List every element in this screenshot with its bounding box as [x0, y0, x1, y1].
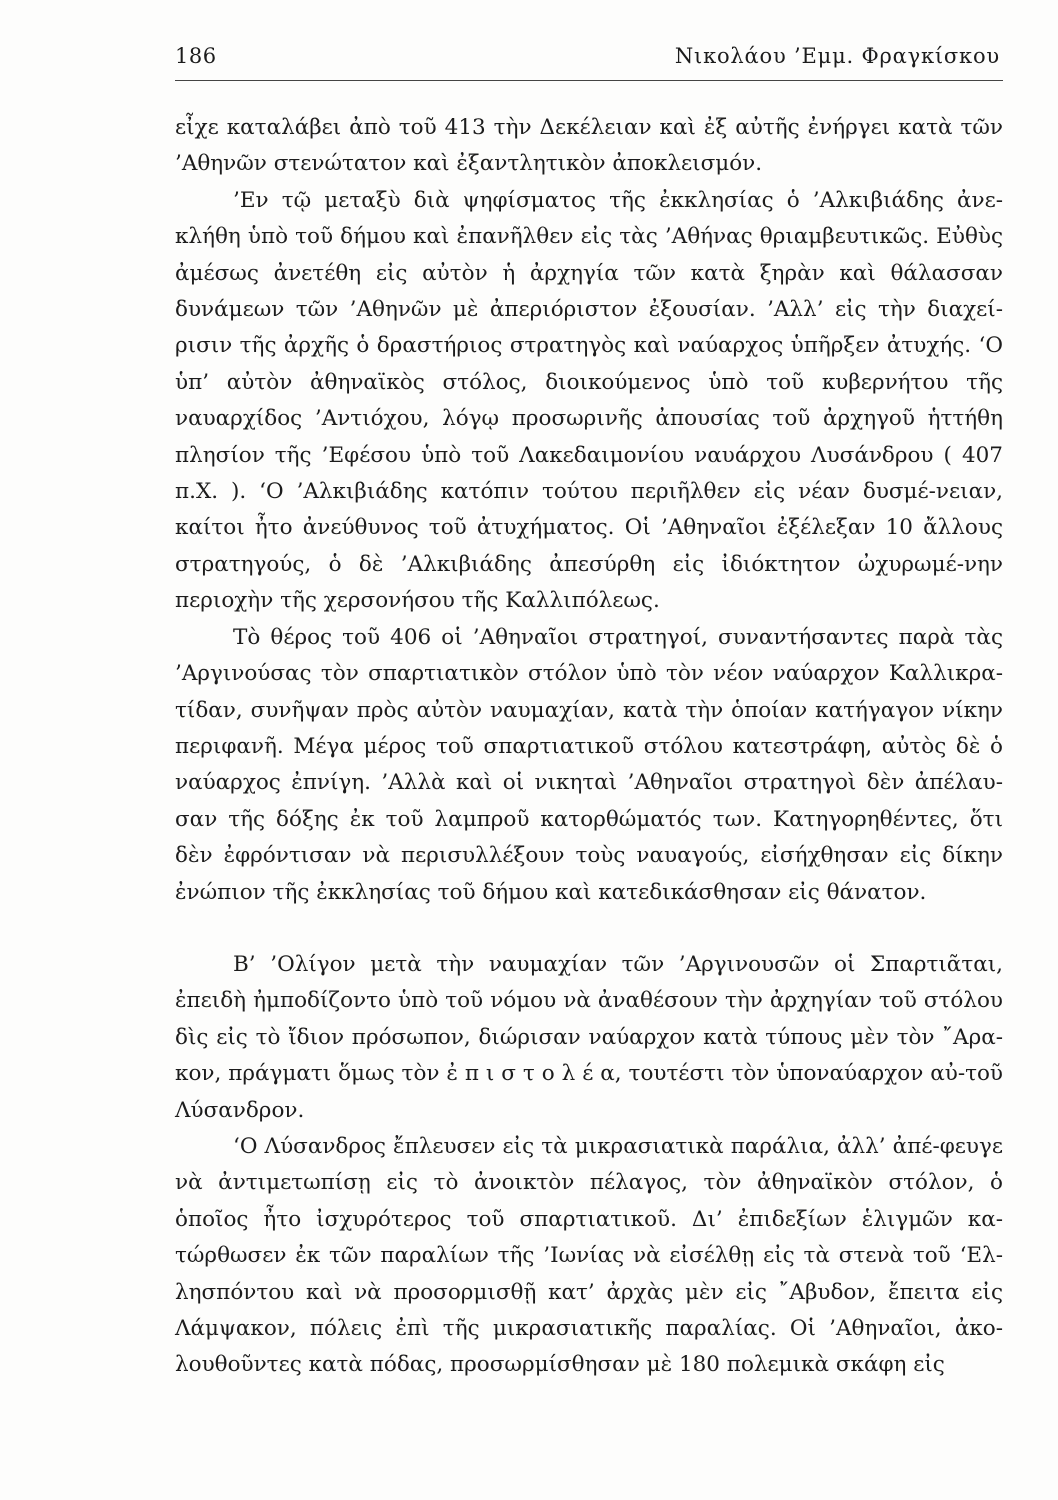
paragraph-1: εἶχε καταλάβει ἀπὸ τοῦ 413 τὴν Δεκέλειαν καὶ ἐξ αὐτῆς ἐνήργει κατὰ τῶν ’Αθηνῶν στενώτατον καὶ ἐξαντλητικὸν ἀποκλεισμόν. — [175, 115, 1003, 177]
page-header — [175, 44, 1000, 78]
paragraph-5: ‘Ο Λύσανδρος ἔπλευσεν εἰς τὰ μικρασιατικὰ παράλια, ἀλλ’ ἀπέ-φευγε νὰ ἀντιμετωπίσῃ εἰς τὸ ἀνοικτὸν πέλαγος, τὸν ἀθηναϊκὸν στόλον, ὁ ὁποῖος ἦτο ἰσχυρότερος τοῦ σπαρτιατικοῦ. Δι’ ἐπιδεξίων ἑλιγμῶν κα-τώρθωσεν ἐκ τῶν παραλίων τῆς ’Ιωνίας νὰ εἰσέλθῃ εἰς τὰ στενὰ τοῦ ‘Ελ-λησπόντου καὶ νὰ προσορμισθῇ κατ’ ἀρχὰς μὲν εἰς ῎Αβυδον, ἔπειτα εἰς Λάμψακον, πόλεις ἐπὶ τῆς μικρασιατικῆς παραλίας. Οἱ ’Αθηναῖοι, ἀκο-λουθοῦντες κατὰ πόδας, προσωρμίσθησαν μὲ 180 πολεμικὰ σκάφη εἰς — [175, 1133, 1003, 1378]
body-text — [175, 110, 1003, 1384]
paragraph-3: Τὸ θέρος τοῦ 406 οἱ ’Αθηναῖοι στρατηγοί, συναντήσαντες παρὰ τὰς ’Αργινούσας τὸν σπαρτιατικὸν στόλον ὑπὸ τὸν νέον ναύαρχον Καλλικρα-τίδαν, συνῆψαν πρὸς αὐτὸν ναυμαχίαν, κατὰ τὴν ὁποίαν κατήγαγον νίκην περιφανῆ. Μέγα μέρος τοῦ σπαρτιατικοῦ στόλου κατεστράφη, αὐτὸς δὲ ὁ ναύαρχος ἐπνίγη. ’Αλλὰ καὶ οἱ νικηταὶ ’Αθηναῖοι στρατηγοὶ δὲν ἀπέλαυ-σαν τῆς δόξης ἐκ τοῦ λαμπροῦ κατορθώματός των. Κατηγορηθέντες, ὅτι δὲν ἐφρόντισαν νὰ περισυλλέξουν τοὺς ναυαγούς, εἰσήχθησαν εἰς δίκην ἐνώπιον τῆς ἐκκλησίας τοῦ δήμου καὶ κατεδικάσθησαν εἰς θάνατον. — [175, 624, 1003, 905]
header-rule — [175, 80, 1003, 81]
section-gap — [175, 911, 1003, 947]
running-head: Νικολάου ’Εμμ. Φραγκίσκου — [674, 44, 1000, 68]
paragraph-4: Β’ ’Ολίγον μετὰ τὴν ναυμαχίαν τῶν ’Αργινουσῶν οἱ Σπαρτιᾶται, ἐπειδὴ ἠμποδίζοντο ὑπὸ τοῦ νόμου νὰ ἀναθέσουν τὴν ἀρχηγίαν τοῦ στόλου δὶς εἰς τὸ ἴδιον πρόσωπον, διώρισαν ναύαρχον κατὰ τύπους μὲν τὸν ῎Αρα-κον, πράγματι ὅμως τὸν ἐ π ι σ τ ο λ έ α, τουτέστι τὸν ὑποναύαρχον αὐ-τοῦ Λύσανδρον. — [175, 951, 1003, 1123]
page-number: 186 — [175, 44, 217, 68]
paragraph-2: ’Εν τῷ μεταξὺ διὰ ψηφίσματος τῆς ἐκκλησίας ὁ ’Αλκιβιάδης ἀνε-κλήθη ὑπὸ τοῦ δήμου καὶ ἐπανῆλθεν εἰς τὰς ’Αθήνας θριαμβευτικῶς. Εὐθὺς ἀμέσως ἀνετέθη εἰς αὐτὸν ἡ ἀρχηγία τῶν κατὰ ξηρὰν καὶ θάλασσαν δυνάμεων τῶν ’Αθηνῶν μὲ ἀπεριόριστον ἐξουσίαν. ’Αλλ’ εἰς τὴν διαχεί-ρισιν τῆς ἀρχῆς ὁ δραστήριος στρατηγὸς καὶ ναύαρχος ὑπῆρξεν ἀτυχής. ‘Ο ὑπ’ αὐτὸν ἀθηναϊκὸς στόλος, διοικούμενος ὑπὸ τοῦ κυβερνήτου τῆς ναυαρχίδος ’Αντιόχου, λόγῳ προσωρινῆς ἀπουσίας τοῦ ἀρχηγοῦ ἡττήθη πλησίον τῆς ’Εφέσου ὑπὸ τοῦ Λακεδαιμονίου ναυάρχου Λυσάνδρου ( 407 π.Χ. ). ‘Ο ’Αλκιβιάδης κατόπιν τούτου περιῆλθεν εἰς νέαν δυσμέ-νειαν, καίτοι ἦτο ἀνεύθυνος τοῦ ἀτυχήματος. Οἱ ’Αθηναῖοι ἐξέλεξαν 10 ἄλλους στρατηγούς, ὁ δὲ ’Αλκιβιάδης ἀπεσύρθη εἰς ἰδιόκτητον ὠχυρωμέ-νην περιοχὴν τῆς χερσονήσου τῆς Καλλιπόλεως. — [175, 187, 1003, 614]
